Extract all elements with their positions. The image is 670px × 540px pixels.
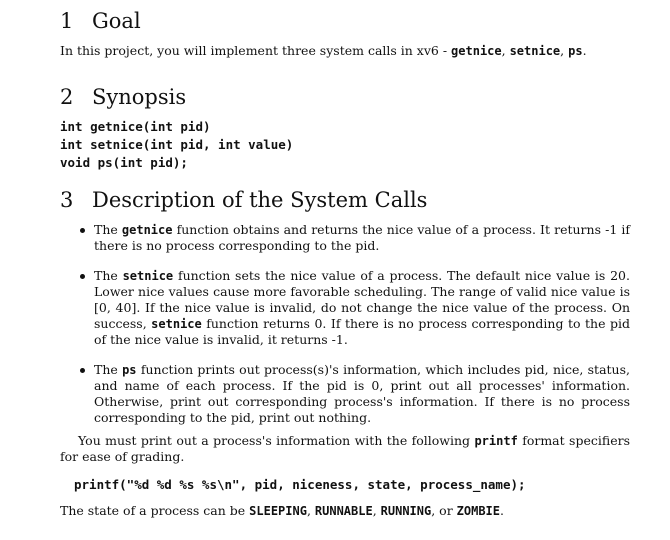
state-runnable: RUNNABLE	[314, 504, 373, 518]
synopsis-line: int setnice(int pid, int value)	[60, 137, 294, 152]
states-paragraph: The state of a process can be SLEEPING, RUNNABLE, RUNNING, or ZOMBIE.	[60, 503, 504, 518]
section-description-heading	[60, 188, 427, 212]
getnice-code: getnice	[121, 223, 173, 237]
section-number: 3	[60, 188, 74, 212]
synopsis-line: int getnice(int pid)	[60, 119, 211, 134]
bullet-icon	[80, 274, 85, 279]
bullet-icon	[80, 368, 85, 373]
state-running: RUNNING	[380, 504, 432, 518]
getnice-code: getnice	[451, 44, 502, 58]
section-number: 1	[60, 9, 74, 33]
setnice-code: setnice	[509, 44, 561, 58]
synopsis-code-block	[60, 118, 293, 172]
section-title: Goal	[92, 9, 141, 33]
list-item-getnice: The getnice function obtains and returns the nice value of a process. It returns -1 if there is no process corresponding to the pid.	[78, 222, 630, 254]
section-goal-heading	[60, 9, 141, 33]
section-number: 2	[60, 85, 74, 109]
state-zombie: ZOMBIE	[456, 504, 501, 518]
state-sleeping: SLEEPING	[249, 504, 307, 518]
bullet-icon	[80, 228, 85, 233]
section-title: Synopsis	[92, 85, 187, 109]
list-item-setnice: The setnice function sets the nice value of a process. The default nice value is 20. Lower nice values cause more favorable scheduling. The range of valid nice value is [0, 40]. If the nice value is invalid, do not change the nice value of the process. On success, setnice function returns 0. If there is no process corresponding to the pid of the nice value is invalid, it returns -1.	[78, 268, 630, 348]
description-list	[78, 222, 630, 426]
printf-code-line: printf("%d %d %s %s\n", pid, niceness, state, process_name);	[74, 477, 526, 492]
ps-code: ps	[568, 44, 583, 58]
format-paragraph: You must print out a process's information with the following printf format specifiers for ease of grading.	[60, 433, 630, 464]
synopsis-line: void ps(int pid);	[60, 155, 188, 170]
printf-code: printf	[474, 434, 518, 448]
list-item-ps: The ps function prints out process(s)'s information, which includes pid, nice, status, and name of each process. If the pid is 0, print out all processes' information. Otherwise, print out corresponding process's information. If there is no process corresponding to the pid, print out nothing.	[78, 362, 630, 426]
section-synopsis-heading	[60, 85, 186, 109]
goal-paragraph: In this project, you will implement three system calls in xv6 - getnice, setnice, ps.	[60, 43, 587, 58]
ps-code: ps	[122, 363, 137, 377]
setnice-code: setnice	[151, 317, 202, 331]
setnice-code: setnice	[122, 269, 174, 283]
section-title: Description of the System Calls	[92, 188, 428, 212]
